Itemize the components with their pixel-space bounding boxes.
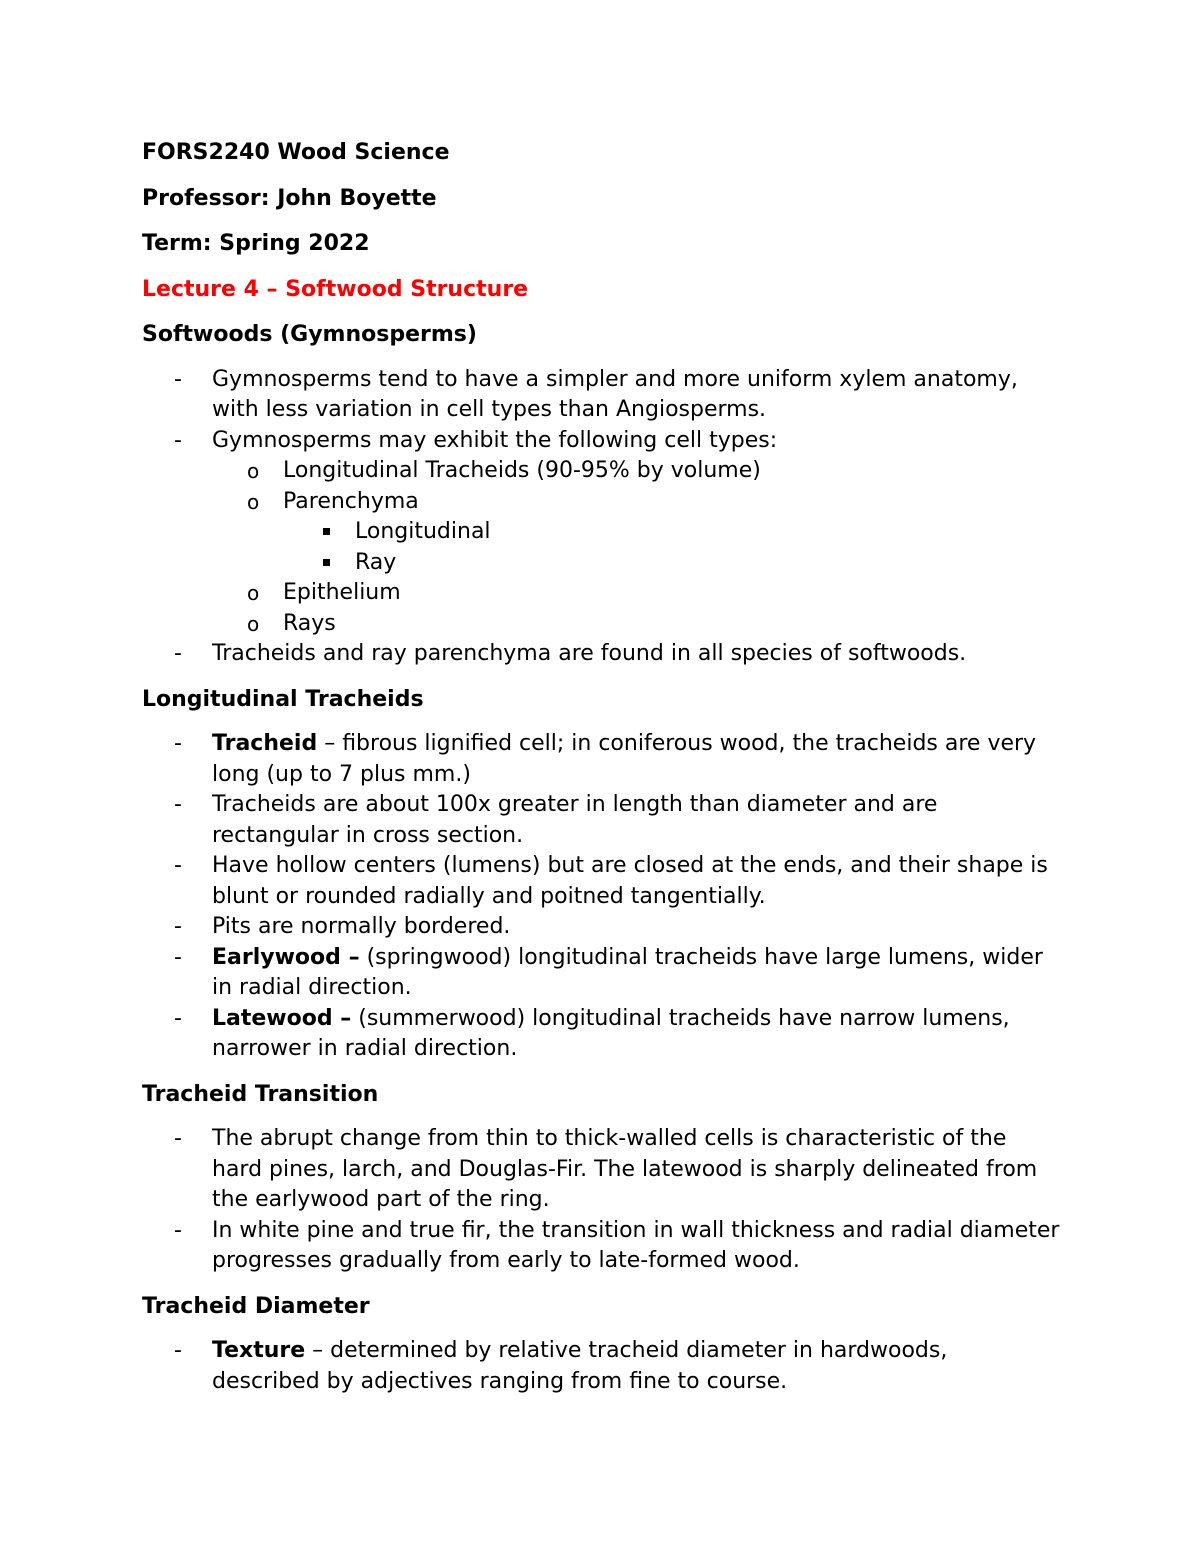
dash-bullet: - xyxy=(174,1126,182,1151)
list-item xyxy=(142,912,1062,943)
term-label: Earlywood – xyxy=(212,944,360,970)
term-label: Tracheid xyxy=(212,731,318,756)
list-item xyxy=(212,487,1062,579)
list-item-text: Tracheids are about 100x greater in length than diameter and are rectangular in cross section. xyxy=(212,792,938,848)
list-item-text: Gymnosperms tend to have a simpler and more uniform xylem anatomy, with less variation in cell types than Angiosperms. xyxy=(212,366,1018,422)
list-item xyxy=(142,365,1062,426)
list-item-text: Rays xyxy=(283,610,336,636)
dash-bullet: - xyxy=(174,1338,182,1363)
list-item-text: Tracheids and ray parenchyma are found in all species of softwoods. xyxy=(212,641,967,666)
dash-bullet: - xyxy=(174,914,182,939)
term-line: Term: Spring 2022 xyxy=(142,231,370,256)
list-item-text: (summerwood) longitudinal tracheids have narrow lumens, narrower in radial direction. xyxy=(212,1005,1010,1061)
parenchyma-list xyxy=(283,517,1062,578)
list-item-text: – determined by relative tracheid diameter in hardwoods, described by adjectives ranging from fine to course. xyxy=(212,1338,948,1394)
list-item-text: Longitudinal Tracheids (90-95% by volume) xyxy=(283,458,761,483)
list-item-text: The abrupt change from thin to thick-walled cells is characteristic of the hard pines, larch, and Douglas-Fir. The latewood is sharply delineated from the earlywood part of the ring. xyxy=(212,1126,1038,1212)
circle-bullet: o xyxy=(247,489,260,514)
dash-bullet: - xyxy=(174,366,182,392)
list-item xyxy=(142,729,1062,790)
list-item xyxy=(142,426,1062,640)
list-item-text: – fibrous lignified cell; in coniferous wood, the tracheids are very long (up to 7 plus mm.) xyxy=(212,731,1037,787)
list-item-text: Parenchyma xyxy=(283,488,419,514)
list-item xyxy=(212,578,1062,609)
professor-line: Professor: John Boyette xyxy=(142,185,437,211)
square-bullet xyxy=(323,528,330,535)
list-item-text: Gymnosperms may exhibit the following cell types: xyxy=(212,427,778,453)
list-item xyxy=(283,548,1062,579)
dash-bullet: - xyxy=(174,792,182,817)
list-item-text: Epithelium xyxy=(283,580,401,605)
document-page xyxy=(142,138,1062,1412)
section-title-tracheid-diameter: Tracheid Diameter xyxy=(142,1293,370,1319)
longitudinal-list xyxy=(142,729,1062,1065)
circle-bullet: o xyxy=(247,581,260,605)
list-item xyxy=(283,517,1062,548)
dash-bullet: - xyxy=(174,1005,182,1031)
list-item xyxy=(142,943,1062,1004)
list-item-text: Have hollow centers (lumens) but are closed at the ends, and their shape is blunt or rounded radially and poitned tangentially. xyxy=(212,853,1048,909)
list-item xyxy=(142,1216,1062,1277)
circle-bullet: o xyxy=(247,611,260,636)
transition-list xyxy=(142,1124,1062,1277)
course-title: FORS2240 Wood Science xyxy=(142,140,450,165)
section-title-longitudinal-tracheids: Longitudinal Tracheids xyxy=(142,686,424,712)
list-item-text: Longitudinal xyxy=(355,519,491,544)
dash-bullet: - xyxy=(174,1217,182,1243)
list-item xyxy=(212,609,1062,640)
list-item xyxy=(142,1124,1062,1216)
list-item xyxy=(142,1336,1062,1397)
list-item-text: Ray xyxy=(355,549,397,575)
softwoods-list xyxy=(142,365,1062,670)
dash-bullet: - xyxy=(174,641,182,666)
circle-bullet: o xyxy=(247,459,260,483)
lecture-title: Lecture 4 – Softwood Structure xyxy=(142,276,529,302)
term-label: Latewood – xyxy=(212,1005,352,1031)
term-label: Texture xyxy=(212,1338,306,1363)
section-title-tracheid-transition: Tracheid Transition xyxy=(142,1081,379,1107)
dash-bullet: - xyxy=(174,944,182,970)
dash-bullet: - xyxy=(174,731,182,756)
diameter-list xyxy=(142,1336,1062,1397)
list-item xyxy=(142,639,1062,670)
square-bullet xyxy=(323,559,330,566)
list-item xyxy=(212,456,1062,487)
section-title-softwoods: Softwoods (Gymnosperms) xyxy=(142,322,477,347)
list-item xyxy=(142,790,1062,851)
dash-bullet: - xyxy=(174,427,182,453)
dash-bullet: - xyxy=(174,853,182,878)
list-item-text: (springwood) longitudinal tracheids have large lumens, wider in radial direction. xyxy=(212,944,1043,1000)
list-item xyxy=(142,1004,1062,1065)
list-item-text: In white pine and true fir, the transition in wall thickness and radial diameter progresses gradually from early to late-formed wood. xyxy=(212,1217,1060,1273)
cell-types-list xyxy=(212,456,1062,639)
list-item xyxy=(142,851,1062,912)
list-item-text: Pits are normally bordered. xyxy=(212,914,511,939)
